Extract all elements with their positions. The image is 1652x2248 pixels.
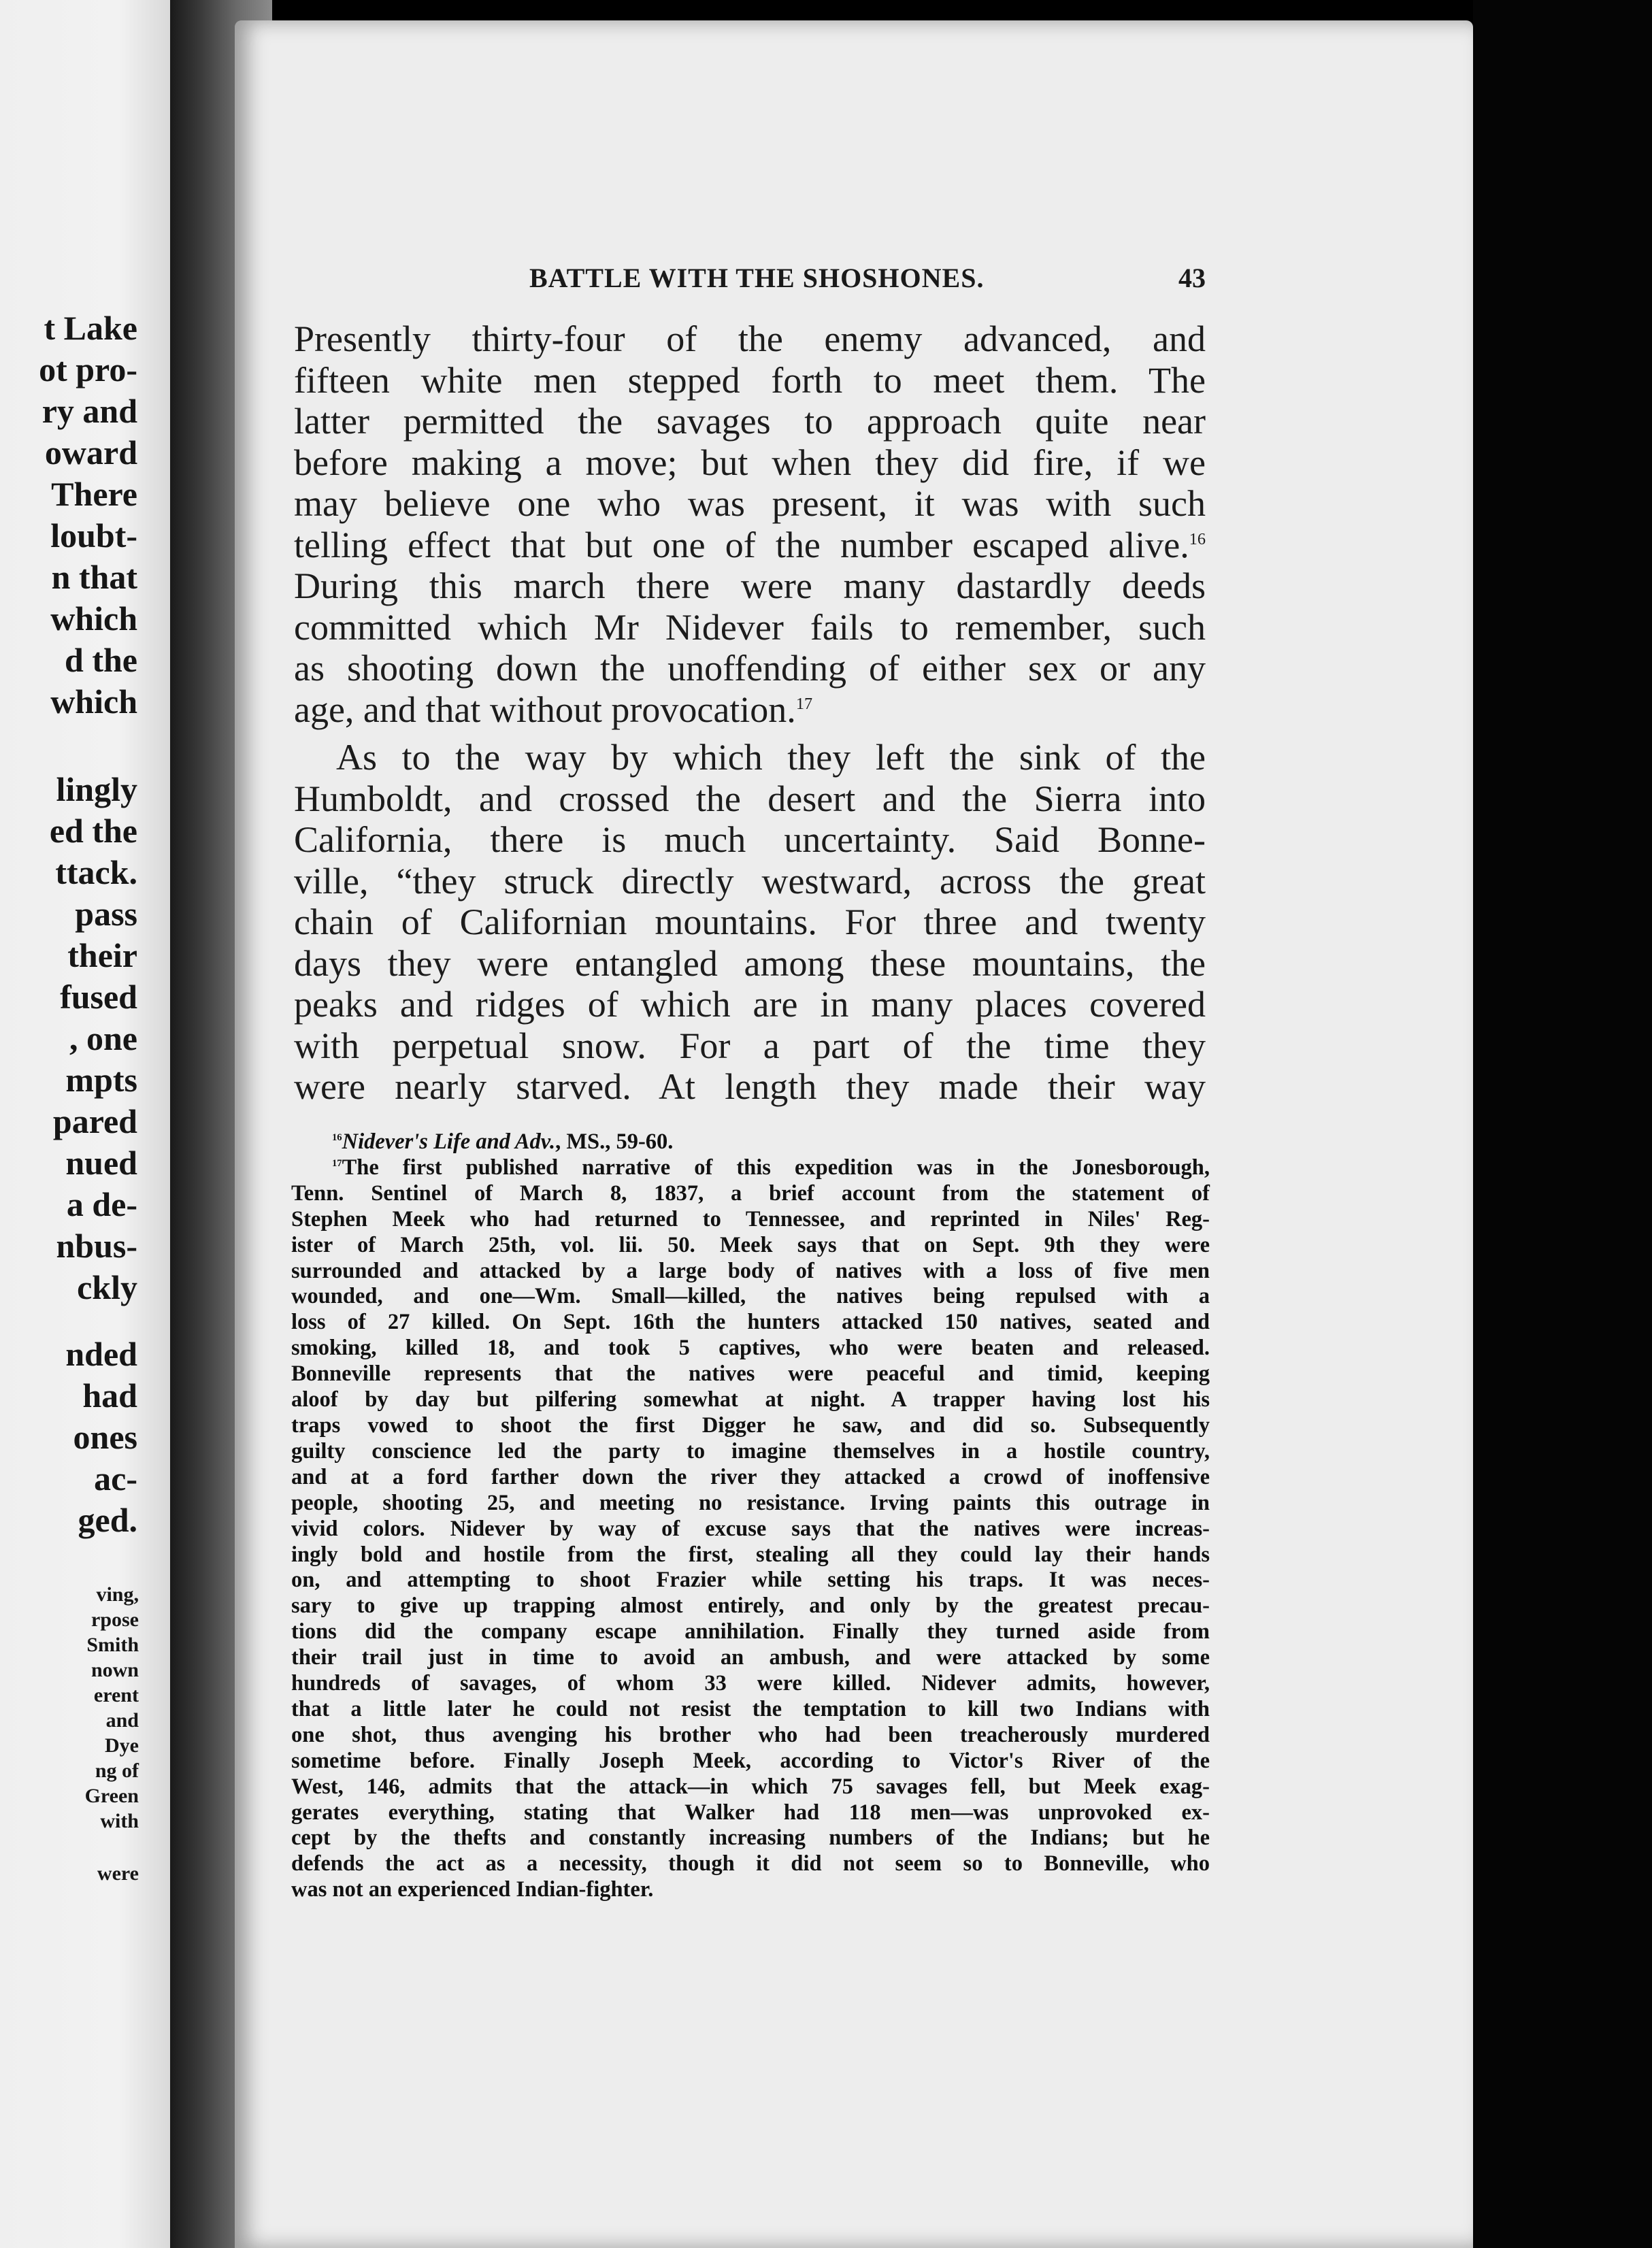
body-line: peaks and ridges of which are in many places covered: [294, 984, 1206, 1025]
text-line: [3, 1834, 139, 1861]
footnote-text: The first published narrative of this expedition was in the Jonesborough,: [342, 1155, 1210, 1180]
facing-page-text-middle: [0, 769, 137, 1308]
footnote-line: was not an experienced Indian-fighter.: [291, 1877, 654, 1902]
body-line: latter permitted the savages to approach quite near: [294, 401, 1206, 442]
body-line-with-ref: [294, 525, 1206, 566]
footnote-line: Bonneville represents that the natives were peaceful and timid, keeping: [291, 1361, 1210, 1387]
footnote-line: on, and attempting to shoot Frazier while setting his traps. It was neces-: [291, 1568, 1210, 1593]
body-line: California, there is much uncertainty. Said Bonne-: [294, 819, 1206, 860]
text-line: lingly: [56, 770, 137, 808]
footnote-line: cept by the thefts and constantly increasing numbers of the Indians; but he: [291, 1825, 1210, 1851]
page-number: 43: [1178, 263, 1206, 293]
footnote-line: vivid colors. Nidever by way of excuse says that the natives were increas-: [291, 1516, 1210, 1541]
body-line: before making a move; but when they did fire, if we: [294, 442, 1206, 483]
body-line-text: age, and that without provocation.: [294, 689, 796, 730]
text-line: which: [50, 682, 137, 721]
footnote-line: sometime before. Finally Joseph Meek, according to Victor's River of the: [291, 1748, 1210, 1773]
footnote-line: ingly bold and hostile from the first, stealing all they could lay their hands: [291, 1542, 1210, 1567]
body-line: may believe one who was present, it was with such: [294, 483, 1206, 524]
body-line-with-ref: [294, 689, 1206, 731]
text-line: a de-: [66, 1185, 137, 1223]
footnote-line: aloof by day but pilfering somewhat at night. A trapper having lost his: [291, 1387, 1210, 1412]
footnote-line: loss of 27 killed. On Sept. 16th the hunters attacked 150 natives, seated and: [291, 1310, 1210, 1335]
body-line: Presently thirty-four of the enemy advanced, and: [294, 318, 1206, 359]
footnote-line: people, shooting 25, and meeting no resistance. Irving paints this outrage in: [291, 1490, 1210, 1515]
body-line: with perpetual snow. For a part of the time they: [294, 1025, 1206, 1066]
text-line: mpts: [65, 1061, 137, 1099]
text-line: There: [51, 475, 137, 513]
footnote-text: , MS., 59-60.: [555, 1129, 674, 1154]
footnote-line: West, 146, admits that the attack—in which 75 savages fell, but Meek exag-: [291, 1774, 1210, 1799]
footnote-17: [291, 1155, 1210, 1903]
footnote-source-title: Nidever's Life and Adv.: [342, 1129, 556, 1154]
text-line: pared: [52, 1102, 137, 1140]
footnote-number: 16: [332, 1132, 342, 1144]
text-line: loubt-: [50, 516, 137, 555]
text-line: ttack.: [55, 853, 137, 891]
footnote-line: tions did the company escape annihilation. Finally they turned aside from: [291, 1619, 1210, 1644]
text-line: n that: [51, 558, 137, 596]
text-line: Smith: [86, 1634, 139, 1656]
footnote-line: Stephen Meek who had returned to Tennessee, and reprinted in Niles' Reg-: [291, 1206, 1210, 1232]
facing-page-footnotes: [3, 1582, 139, 1886]
text-line: ot pro-: [39, 350, 137, 389]
footnote-line: ister of March 25th, vol. lii. 50. Meek says that on Sept. 9th they were: [291, 1232, 1210, 1257]
body-line: chain of Californian mountains. For three and twenty: [294, 902, 1206, 942]
footnote-line: hundreds of savages, of whom 33 were killed. Nidever admits, however,: [291, 1671, 1210, 1696]
text-line: oward: [44, 433, 137, 472]
body-line: were nearly starved. At length they made their way: [294, 1066, 1206, 1107]
footnote-ref-16: 16: [1189, 529, 1206, 548]
body-line: as shooting down the unoffending of either sex or any: [294, 648, 1206, 689]
facing-page-text-upper: [0, 308, 137, 723]
footnote-line: one shot, thus avenging his brother who had been treacherously murdered: [291, 1722, 1210, 1747]
footnote-number: 17: [332, 1158, 342, 1170]
text-line: nbus-: [56, 1227, 137, 1265]
footnote-line: traps vowed to shoot the first Digger he saw, and did so. Subsequently: [291, 1412, 1210, 1438]
text-line: nded: [65, 1335, 137, 1373]
footnote-line: defends the act as a necessity, though it did not seem so to Bonneville, who: [291, 1851, 1210, 1877]
text-line: , one: [69, 1019, 137, 1057]
body-line: fifteen white men stepped forth to meet them. The: [294, 359, 1206, 401]
footnote-line: guilty conscience led the party to imagine themselves in a hostile country,: [291, 1438, 1210, 1464]
footnote-16: [291, 1129, 1210, 1155]
footnote-line: [291, 1155, 1210, 1181]
text-line: ones: [73, 1418, 137, 1456]
footnote-line: surrounded and attacked by a large body of natives with a loss of five men: [291, 1258, 1210, 1283]
text-line: ng of: [95, 1759, 139, 1782]
text-line: nued: [65, 1144, 137, 1182]
body-line: As to the way by which they left the sink of the: [336, 737, 1206, 778]
text-line: ged.: [78, 1501, 137, 1539]
text-line: their: [67, 936, 137, 974]
footnote-line: sary to give up trapping almost entirely, and only by the greatest precau-: [291, 1593, 1210, 1619]
footnote-line: that a little later he could not resist the temptation to kill two Indians with: [291, 1696, 1210, 1721]
text-line: fused: [60, 978, 137, 1016]
body-line: ville, “they struck directly westward, across the great: [294, 860, 1206, 902]
text-line: d the: [65, 641, 137, 679]
body-line-text: telling effect that but one of the number escaped alive.: [294, 524, 1189, 565]
text-line: nown: [90, 1659, 139, 1681]
text-line: and: [105, 1709, 139, 1732]
text-line: which: [50, 599, 137, 638]
footnotes: [291, 1129, 1210, 1903]
footnote-line: Tenn. Sentinel of March 8, 1837, a brief account from the statement of: [291, 1180, 1210, 1206]
footnote-line: gerates everything, stating that Walker had 118 men—was unprovoked ex-: [291, 1800, 1210, 1825]
scan-background: [1473, 0, 1652, 2248]
text-line: pass: [75, 895, 137, 933]
text-line: ed the: [49, 812, 137, 850]
running-head: [294, 262, 1206, 300]
text-line: ry and: [42, 392, 137, 430]
text-line: had: [82, 1376, 137, 1415]
text-line: with: [100, 1810, 139, 1832]
facing-page: [0, 0, 170, 2248]
footnote-line: wounded, and one—Wm. Small—killed, the natives being repulsed with a: [291, 1284, 1210, 1309]
body-line: During this march there were many dastardly deeds: [294, 565, 1206, 606]
text-line: Green: [84, 1785, 139, 1807]
footnote-line: and at a ford farther down the river they attacked a crowd of inoffensive: [291, 1464, 1210, 1489]
running-title: BATTLE WITH THE SHOSHONES.: [529, 263, 985, 293]
text-line: erent: [93, 1684, 139, 1706]
footnote-line: smoking, killed 18, and took 5 captives, who were beaten and released.: [291, 1336, 1210, 1361]
text-line: were: [97, 1862, 139, 1885]
text-line: ac-: [94, 1459, 137, 1498]
text-line: ckly: [77, 1268, 137, 1306]
text-line: ving,: [96, 1583, 139, 1606]
facing-page-text-lower: [0, 1334, 137, 1541]
text-line: rpose: [91, 1608, 139, 1631]
footnote-ref-17: 17: [795, 694, 813, 713]
body-line: days they were entangled among these mountains, the: [294, 942, 1206, 984]
body-line: committed which Mr Nidever fails to remember, such: [294, 606, 1206, 648]
text-line: Dye: [105, 1734, 139, 1757]
body-text: [294, 318, 1206, 1108]
body-line: Humboldt, and crossed the desert and the Sierra into: [294, 778, 1206, 819]
text-line: t Lake: [44, 309, 137, 347]
footnote-line: their trail just in time to avoid an ambush, and were attacked by some: [291, 1645, 1210, 1670]
